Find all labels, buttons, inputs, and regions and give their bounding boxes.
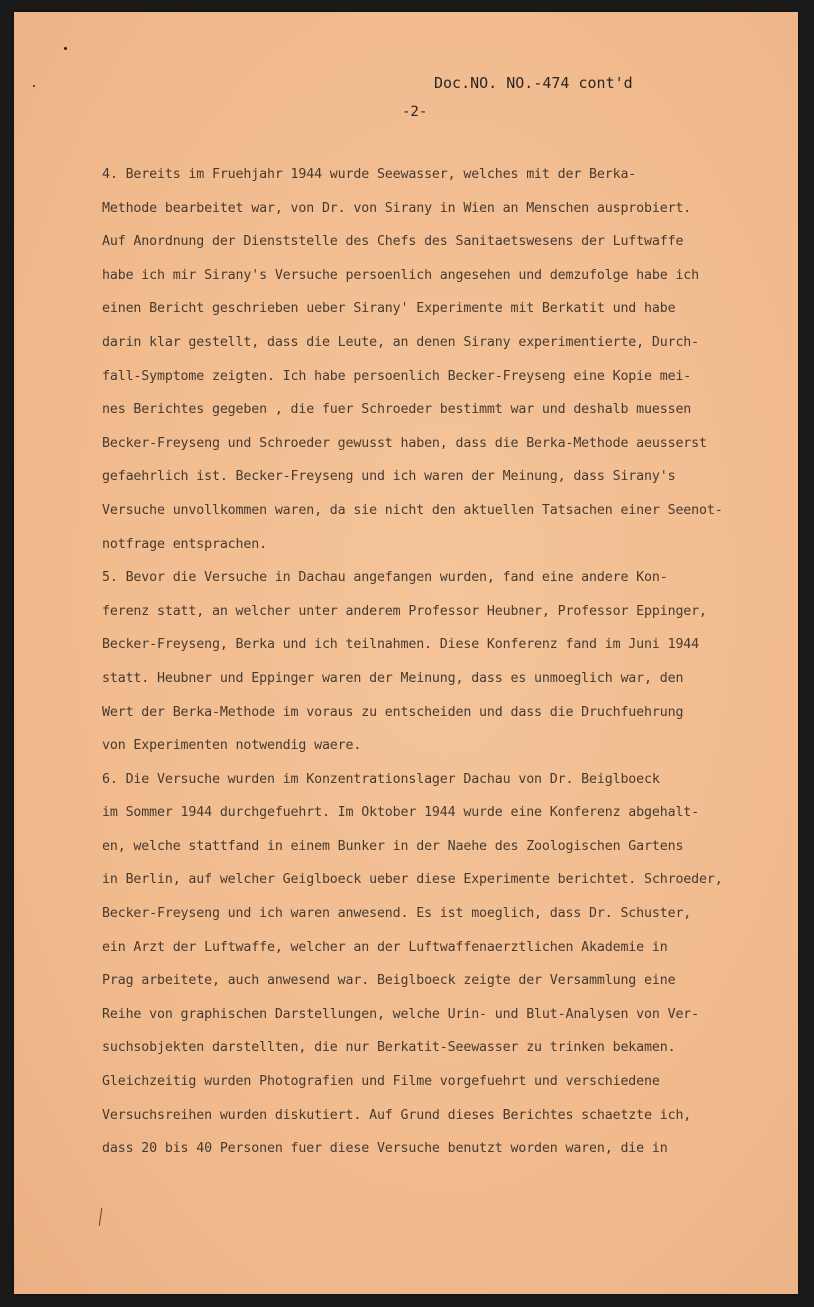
text-line: Becker-Freyseng, Berka und ich teilnahmen. Diese Konferenz fand im Juni 1944 bbox=[102, 637, 700, 653]
text-line: in Berlin, auf welcher Geiglboeck ueber diese Experimente berichtet. Schroeder, bbox=[102, 872, 723, 888]
text-line: ein Arzt der Luftwaffe, welcher an der Luftwaffenaerztlichen Akademie in bbox=[102, 939, 668, 955]
text-line: suchsobjekten darstellten, die nur Berkatit-Seewasser zu trinken bekamen. bbox=[102, 1040, 676, 1056]
page-number: -2- bbox=[402, 104, 428, 120]
text-line: einen Bericht geschrieben ueber Sirany' Experimente mit Berkatit und habe bbox=[102, 301, 676, 317]
text-line: gefaehrlich ist. Becker-Freyseng und ich waren der Meinung, dass Sirany's bbox=[102, 469, 676, 485]
document-body bbox=[102, 158, 752, 1166]
text-line: 4. Bereits im Fruehjahr 1944 wurde Seewasser, welches mit der Berka- bbox=[102, 167, 637, 182]
text-line: Prag arbeitete, auch anwesend war. Beiglboeck zeigte der Versammlung eine bbox=[102, 973, 676, 989]
text-line: Becker-Freyseng und ich waren anwesend. Es ist moeglich, dass Dr. Schuster, bbox=[102, 906, 692, 922]
text-line: Reihe von graphischen Darstellungen, welche Urin- und Blut-Analysen von Ver- bbox=[102, 1006, 700, 1022]
text-line: im Sommer 1944 durchgefuehrt. Im Oktober 1944 wurde eine Konferenz abgehalt- bbox=[102, 805, 700, 821]
pencil-margin-mark bbox=[99, 1208, 103, 1226]
text-line: von Experimenten notwendig waere. bbox=[102, 738, 362, 754]
document-reference: Doc.NO. NO.-474 cont'd bbox=[434, 74, 633, 92]
text-line: Methode bearbeitet war, von Dr. von Sirany in Wien an Menschen ausprobiert. bbox=[102, 200, 692, 216]
text-line: habe ich mir Sirany's Versuche persoenlich angesehen und demzufolge habe ich bbox=[102, 267, 700, 283]
text-line: Becker-Freyseng und Schroeder gewusst haben, dass die Berka-Methode aeusserst bbox=[102, 435, 707, 451]
text-line: fall-Symptome zeigten. Ich habe persoenlich Becker-Freyseng eine Kopie mei- bbox=[102, 368, 692, 384]
text-line: Versuchsreihen wurden diskutiert. Auf Grund dieses Berichtes schaetzte ich, bbox=[102, 1107, 692, 1123]
text-line: darin klar gestellt, dass die Leute, an denen Sirany experimentierte, Durch- bbox=[102, 334, 700, 350]
text-line: ferenz statt, an welcher unter anderem Professor Heubner, Professor Eppinger, bbox=[102, 603, 707, 619]
paper-speck bbox=[64, 47, 67, 50]
paper-speck bbox=[33, 85, 35, 87]
text-line: 6. Die Versuche wurden im Konzentrationslager Dachau von Dr. Beiglboeck bbox=[102, 771, 660, 787]
text-line: Wert der Berka-Methode im voraus zu entscheiden und dass die Druchfuehrung bbox=[102, 704, 684, 720]
text-line: Auf Anordnung der Dienststelle des Chefs des Sanitaetswesens der Luftwaffe bbox=[102, 234, 684, 250]
text-line: nes Berichtes gegeben , die fuer Schroeder bestimmt war und deshalb muessen bbox=[102, 402, 692, 418]
text-line: Gleichzeitig wurden Photografien und Filme vorgefuehrt und verschiedene bbox=[102, 1074, 660, 1090]
text-line: 5. Bevor die Versuche in Dachau angefangen wurden, fand eine andere Kon- bbox=[102, 570, 668, 586]
text-line: dass 20 bis 40 Personen fuer diese Versuche benutzt worden waren, die in bbox=[102, 1141, 668, 1157]
document-page bbox=[14, 12, 798, 1294]
text-line: Versuche unvollkommen waren, da sie nicht den aktuellen Tatsachen einer Seenot- bbox=[102, 502, 723, 518]
text-line: statt. Heubner und Eppinger waren der Meinung, dass es unmoeglich war, den bbox=[102, 670, 684, 686]
text-line: en, welche stattfand in einem Bunker in der Naehe des Zoologischen Gartens bbox=[102, 838, 684, 854]
text-line: notfrage entsprachen. bbox=[102, 536, 267, 552]
